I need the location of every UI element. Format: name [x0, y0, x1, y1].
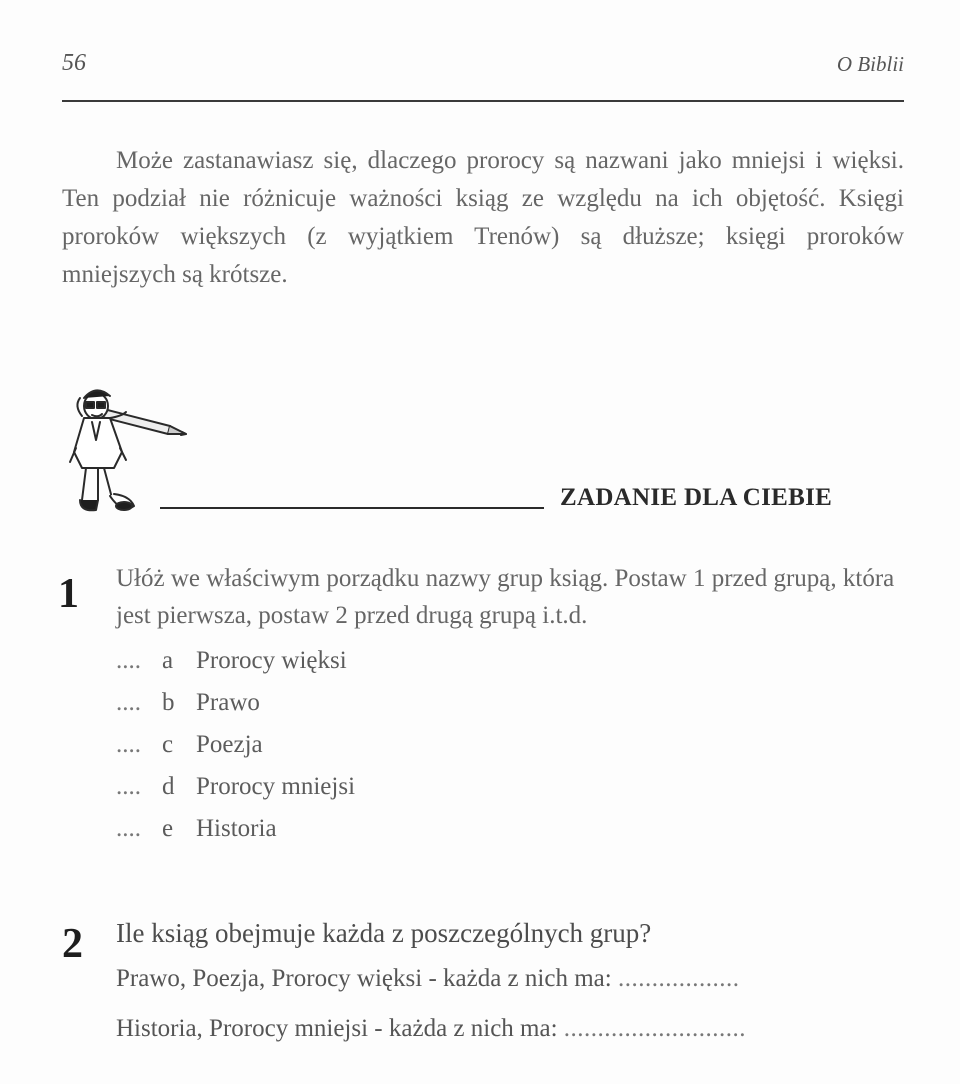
option-d — [116, 766, 911, 808]
option-b — [116, 682, 911, 724]
order-blank[interactable]: .... — [116, 689, 141, 716]
task-2-question: Ile ksiąg obejmuje każda z poszczególnych grup? — [116, 918, 652, 948]
order-blank[interactable]: .... — [116, 731, 141, 758]
option-a — [116, 640, 911, 682]
option-letter: b — [162, 689, 175, 716]
order-blank[interactable]: .... — [116, 647, 141, 674]
answer-blank[interactable]: ........................... — [563, 1015, 747, 1042]
pencil-character-icon — [52, 382, 202, 532]
header-rule — [62, 100, 904, 102]
option-letter: c — [162, 731, 174, 758]
answer-line-2 — [116, 1004, 911, 1054]
option-text: Historia — [196, 815, 277, 842]
option-text: Prawo — [196, 689, 260, 716]
task-1-options — [116, 640, 911, 850]
order-blank[interactable]: .... — [116, 773, 141, 800]
answer-line-1 — [116, 954, 911, 1004]
task-1-number: 1 — [58, 571, 79, 617]
option-text: Prorocy mniejsi — [196, 773, 356, 800]
running-title: O Biblii — [836, 52, 904, 76]
option-letter: a — [162, 647, 174, 674]
answer-prompt: Prawo, Poezja, Prorocy więksi - każda z nich ma: — [116, 965, 612, 992]
option-e — [116, 808, 911, 850]
option-text: Prorocy więksi — [196, 647, 347, 674]
answer-blank[interactable]: .................. — [617, 965, 740, 992]
page-header — [62, 44, 904, 96]
task-1-instruction: Ułóż we właściwym porządku nazwy grup ksiąg. Postaw 1 przed grupą, która jest pierwsza, postaw 2 przed drugą grupą i.t.d. — [116, 565, 895, 629]
task-1-body — [116, 560, 911, 850]
task-header-rule — [160, 507, 544, 509]
task-2-body — [116, 912, 911, 1054]
option-letter: e — [162, 815, 174, 842]
option-text: Poezja — [196, 731, 263, 758]
order-blank[interactable]: .... — [116, 815, 141, 842]
task-header: ZADANIE DLA CIEBIE — [560, 484, 833, 511]
page-number: 56 — [62, 50, 86, 76]
task-2-number: 2 — [62, 921, 83, 967]
option-letter: d — [162, 773, 175, 800]
option-c — [116, 724, 911, 766]
intro-paragraph: Może zastanawiasz się, dlaczego prorocy są nazwani jako mniejsi i więksi. Ten podział nie różnicuje ważności ksiąg ze względu na ich objętość. Księgi proroków większych (z wyjątkiem Trenów) są dłuższe; księgi proroków mniejszych są krótsze. — [62, 147, 904, 288]
answer-prompt: Historia, Prorocy mniejsi - każda z nich ma: — [116, 1015, 558, 1042]
